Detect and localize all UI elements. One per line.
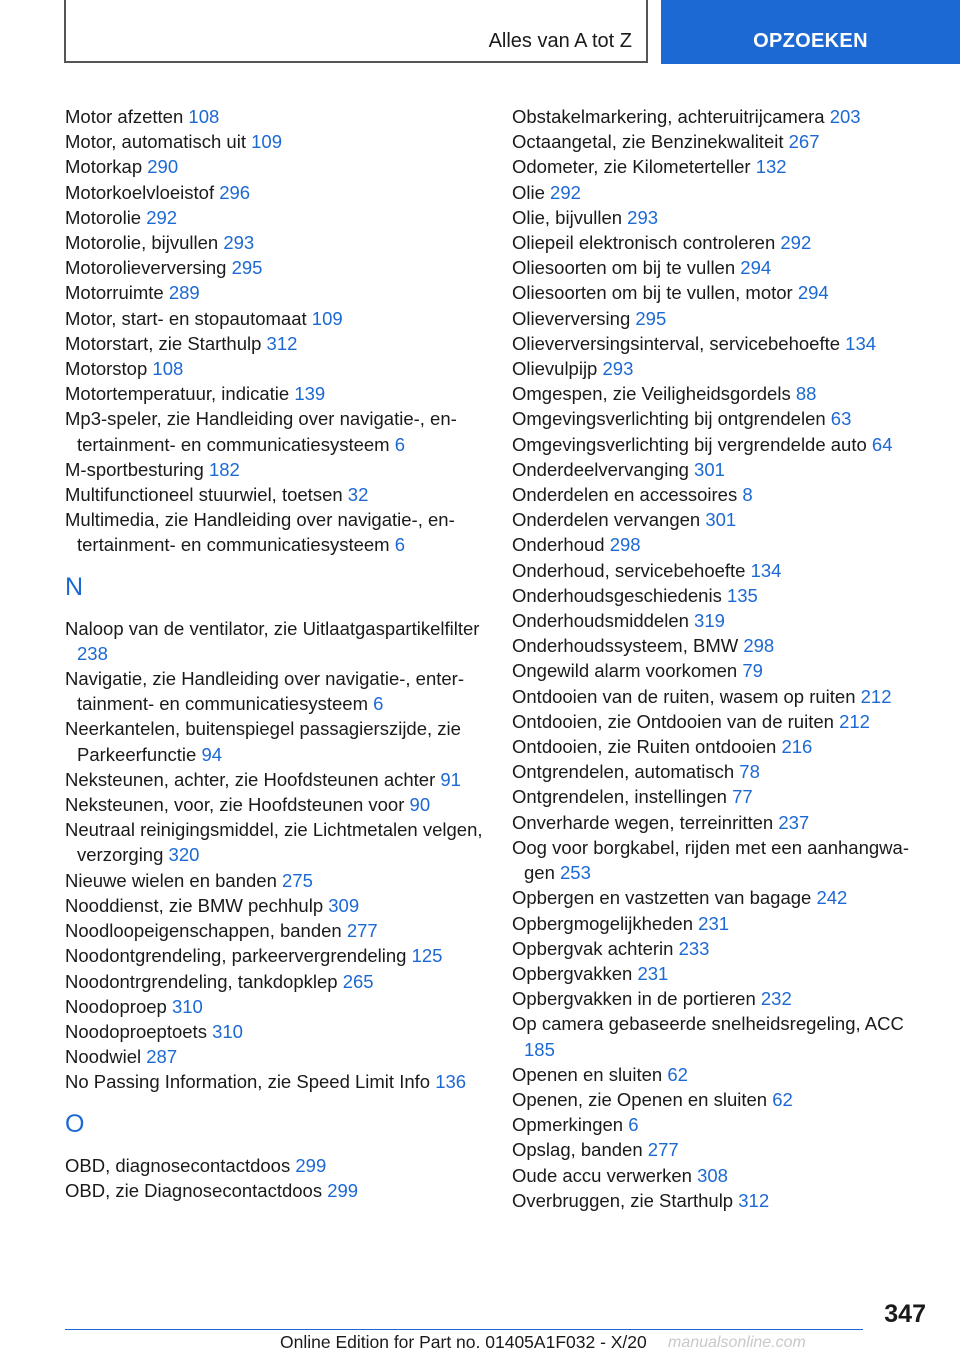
page-link[interactable]: 216 [781, 736, 813, 758]
index-entry [512, 532, 932, 557]
index-entry [512, 205, 932, 230]
index-entry [512, 608, 932, 633]
index-entry-text: Olieverversing [512, 307, 631, 329]
index-entry [65, 868, 485, 893]
index-entry-text: Nieuwe wielen en banden [65, 869, 277, 891]
page-link[interactable]: 299 [295, 1154, 327, 1176]
page-link[interactable]: 6 [628, 1114, 639, 1136]
page-number: 347 [884, 1300, 926, 1328]
page-link[interactable]: 310 [171, 995, 203, 1017]
page-link[interactable]: 294 [797, 282, 829, 304]
index-entry [512, 331, 932, 356]
page-link[interactable]: 292 [146, 206, 178, 228]
index-entry-text: M-sportbesturing [65, 458, 204, 480]
index-entry [512, 154, 932, 179]
index-entry [65, 1019, 485, 1044]
index-entry-text: Oliesoorten om bij te vullen, motor [512, 282, 793, 304]
page-link[interactable]: 287 [146, 1046, 178, 1068]
index-entry-text: No Passing Information, zie Speed Limit Info [65, 1071, 431, 1093]
page-link[interactable]: 301 [705, 509, 737, 531]
page-link[interactable]: 299 [327, 1179, 359, 1201]
index-entry [65, 255, 485, 280]
index-entry-text: Motorkoelvloeistof [65, 181, 215, 203]
page-link[interactable]: 136 [435, 1071, 467, 1093]
index-entry-text: Ontdooien van de ruiten, wasem op ruiten [512, 685, 856, 707]
index-entry-text: Mp3-speler, zie Handleiding over navigatie-, entertainment- en communicatiesysteem [65, 408, 457, 455]
index-entry [65, 767, 485, 792]
index-entry [65, 1178, 485, 1203]
page-link[interactable]: 108 [152, 358, 184, 380]
index-entry [65, 406, 485, 456]
page-link[interactable]: 312 [266, 332, 298, 354]
index-entry-text: Motorkap [65, 156, 143, 178]
index-entry-text: Onderhoudssysteem, BMW [512, 635, 739, 657]
index-entry-text: Nooddienst, zie BMW pechhulp [65, 894, 324, 916]
index-entry-text: Opbergmogelijkheden [512, 912, 694, 934]
index-entry [512, 507, 932, 532]
index-entry [512, 684, 932, 709]
page-link[interactable]: 295 [635, 307, 667, 329]
index-entry-text: Neksteunen, voor, zie Hoofdsteunen voor [65, 794, 405, 816]
page-link[interactable]: 62 [667, 1063, 688, 1085]
index-entry [65, 616, 485, 666]
index-entry [65, 482, 485, 507]
index-entry [512, 936, 932, 961]
page-link[interactable]: 134 [845, 332, 877, 354]
page-link[interactable]: 309 [328, 894, 360, 916]
index-entry [512, 734, 932, 759]
page-link[interactable]: 203 [829, 106, 861, 127]
page-link[interactable]: 78 [739, 761, 760, 783]
index-entry [512, 784, 932, 809]
index-entry-text: Opslag, banden [512, 1139, 643, 1161]
page-link[interactable]: 277 [647, 1139, 679, 1161]
index-entry [512, 255, 932, 280]
page-link[interactable]: 253 [560, 862, 591, 884]
index-entry [65, 205, 485, 230]
index-entry-text: Noodontrgrendeling, tankdopklep [65, 970, 338, 992]
page-link[interactable]: 135 [726, 584, 758, 606]
index-entry [65, 507, 485, 557]
page-link[interactable]: 293 [602, 358, 634, 380]
index-entry [65, 457, 485, 482]
page-link[interactable]: 232 [760, 988, 792, 1010]
index-entry [65, 666, 485, 716]
page-link[interactable]: 231 [698, 912, 730, 934]
index-entry [65, 180, 485, 205]
page-header [0, 0, 960, 66]
index-entry-text: Motorolieverversing [65, 257, 227, 279]
page-link[interactable]: 277 [346, 920, 378, 942]
page-link[interactable]: 94 [201, 743, 223, 765]
index-entry [65, 1153, 485, 1178]
page-link[interactable]: 301 [694, 458, 725, 480]
index-entry-text: Overbruggen, zie Starthulp [512, 1189, 734, 1211]
index-entry [512, 104, 932, 129]
page-link[interactable]: 91 [440, 768, 461, 790]
index-entry-text: Noodwiel [65, 1046, 142, 1068]
index-entry-text: Olieverversingsinterval, servicebehoefte [512, 332, 841, 354]
index-entry [65, 280, 485, 305]
page-link[interactable]: 63 [830, 408, 852, 430]
index-entry-text: Omgevingsverlichting bij ontgrendelen [512, 408, 826, 430]
page-link[interactable]: 319 [694, 610, 725, 632]
footer-divider [65, 1329, 863, 1330]
index-entry [512, 633, 932, 658]
index-entry-text: Motorruimte [65, 282, 164, 304]
index-entry-text: Opbergvak achterin [512, 937, 674, 959]
index-entry-text: Multifunctioneel stuurwiel, toetsen [65, 484, 343, 506]
index-entry [512, 482, 932, 507]
index-entry [65, 154, 485, 179]
index-entry-text: OBD, diagnosecontactdoos [65, 1154, 291, 1176]
index-section-letter: N [65, 572, 84, 601]
index-column-right [512, 104, 932, 1213]
page-link[interactable]: 275 [282, 869, 313, 891]
lookup-tab-label: OPZOEKEN [753, 30, 868, 52]
index-entry [65, 129, 485, 154]
index-entry [512, 961, 932, 986]
index-entry-text: Noodoproeptoets [65, 1020, 207, 1042]
index-entry-text: Oliesoorten om bij te vullen [512, 257, 736, 279]
index-entry [512, 885, 932, 910]
page-link[interactable]: 292 [550, 181, 581, 203]
index-entry-text: Onderdeelvervanging [512, 458, 689, 480]
index-entry [65, 1044, 485, 1069]
index-entry [512, 658, 932, 683]
index-entry-text: Omgevingsverlichting bij vergrendelde auto [512, 433, 867, 455]
page-link[interactable]: 32 [347, 484, 369, 506]
index-entry [512, 306, 932, 331]
page-link[interactable]: 182 [208, 458, 240, 480]
index-column-left [65, 104, 485, 1203]
page-link[interactable]: 290 [147, 156, 179, 178]
index-entry [512, 810, 932, 835]
page-link[interactable]: 79 [742, 660, 763, 682]
index-entry [512, 1062, 932, 1087]
index-entry-text: Onderhoudsmiddelen [512, 610, 689, 632]
index-entry-text: Neerkantelen, buitenspiegel passagierszijde, zie Parkeerfunctie [65, 718, 461, 765]
index-entry [65, 230, 485, 255]
index-entry-text: Neutraal reinigingsmiddel, zie Lichtmetalen velgen, verzorging [65, 819, 483, 866]
footer-edition: Online Edition for Part no. 01405A1F032 - X/20 [280, 1332, 647, 1352]
page-link[interactable]: 185 [524, 1038, 555, 1060]
index-entry-text: Noodontgrendeling, parkeervergrendeling [65, 945, 407, 967]
page-link[interactable]: 139 [294, 383, 326, 405]
index-entry-text: Obstakelmarkering, achteruitrijcamera [512, 106, 825, 127]
page-link[interactable]: 267 [788, 131, 820, 153]
page-link[interactable]: 289 [168, 282, 200, 304]
index-entry [512, 558, 932, 583]
page-link[interactable]: 88 [795, 383, 817, 405]
page-link[interactable]: 242 [816, 887, 848, 909]
page-link[interactable]: 77 [732, 786, 753, 808]
index-entry-text: Olievulpijp [512, 358, 598, 380]
page-link[interactable]: 125 [411, 945, 443, 967]
index-entry [512, 129, 932, 154]
index-entry [65, 918, 485, 943]
index-entry [65, 943, 485, 968]
index-entry-text: Octaangetal, zie Benzinekwaliteit [512, 131, 784, 153]
page-link[interactable]: 109 [311, 307, 343, 329]
page-link[interactable]: 294 [740, 257, 772, 279]
index-entry [65, 1069, 485, 1094]
index-entry [512, 709, 932, 734]
index-entry-text: Odometer, zie Kilometerteller [512, 156, 751, 178]
index-entry-text: Opbergvakken in de portieren [512, 988, 756, 1010]
index-entry-text: Opbergen en vastzetten van bagage [512, 887, 812, 909]
index-entry-text: Olie, bijvullen [512, 206, 623, 228]
section-tab-label: Alles van A tot Z [488, 30, 632, 52]
index-entry-text: Ontgrendelen, automatisch [512, 761, 735, 783]
index-entry-text: Openen en sluiten [512, 1063, 663, 1085]
index-entry-text: Onverharde wegen, terreinritten [512, 811, 774, 833]
index-entry-text: Neksteunen, achter, zie Hoofdsteunen achter [65, 768, 436, 790]
page-link[interactable]: 109 [251, 131, 282, 153]
index-entry-text: Omgespen, zie Veiligheidsgordels [512, 383, 791, 405]
index-entry [512, 457, 932, 482]
index-entry [512, 1087, 932, 1112]
page-link[interactable]: 6 [394, 433, 406, 455]
page-link[interactable]: 308 [697, 1164, 728, 1186]
index-entry-text: Motorolie, bijvullen [65, 232, 219, 254]
index-entry [512, 835, 932, 885]
index-entry [65, 817, 485, 867]
index-entry-text: Opbergvakken [512, 962, 633, 984]
page-link[interactable]: 292 [780, 232, 812, 254]
page-link[interactable]: 298 [743, 635, 775, 657]
index-entry [65, 969, 485, 994]
page-link[interactable]: 310 [212, 1020, 243, 1042]
page-link[interactable]: 293 [627, 206, 659, 228]
page-link[interactable]: 231 [637, 962, 669, 984]
page-link[interactable]: 295 [231, 257, 263, 279]
index-entry [512, 1188, 932, 1213]
page-link[interactable]: 237 [778, 811, 810, 833]
index-entry-text: Ontgrendelen, instellingen [512, 786, 727, 808]
page-link[interactable]: 108 [188, 106, 220, 127]
index-entry-text: Ongewild alarm voorkomen [512, 660, 738, 682]
index-entry-text: Ontdooien, zie Ruiten ontdooien [512, 736, 777, 758]
index-entry [65, 994, 485, 1019]
index-entry-text: Olie [512, 181, 545, 203]
index-entry [65, 893, 485, 918]
page-link[interactable]: 312 [738, 1189, 770, 1211]
index-entry-text: Motor, start- en stopautomaat [65, 307, 307, 329]
index-entry [512, 1137, 932, 1162]
index-entry-text: Openen, zie Openen en sluiten [512, 1088, 768, 1110]
index-entry-text: Multimedia, zie Handleiding over navigatie-, entertainment- en communicatiesysteem [65, 509, 455, 556]
index-entry [512, 406, 932, 431]
page-link[interactable]: 296 [219, 181, 251, 203]
index-entry [65, 792, 485, 817]
index-entry [65, 104, 485, 129]
index-entry [512, 583, 932, 608]
page-link[interactable]: 238 [77, 642, 108, 664]
index-entry [512, 1011, 932, 1061]
page-link[interactable]: 212 [839, 710, 870, 732]
page-link[interactable]: 212 [860, 685, 892, 707]
index-entry [512, 759, 932, 784]
watermark: manualsonline.com [668, 1334, 806, 1351]
index-entry [512, 180, 932, 205]
index-section-letter: O [65, 1109, 85, 1138]
index-entry-text: Motorstop [65, 358, 148, 380]
index-entry-text: Motor afzetten [65, 106, 184, 127]
index-entry [512, 911, 932, 936]
index-entry-text: Opmerkingen [512, 1114, 624, 1136]
page-link[interactable]: 132 [755, 156, 787, 178]
lookup-tab[interactable] [661, 0, 960, 64]
page-link[interactable]: 62 [772, 1088, 793, 1110]
index-entry [65, 381, 485, 406]
section-tab[interactable] [64, 0, 648, 63]
index-entry-text: Motorstart, zie Starthulp [65, 332, 262, 354]
page-link[interactable]: 6 [373, 693, 384, 715]
page-link[interactable]: 90 [409, 794, 431, 816]
index-entry [65, 306, 485, 331]
index-entry-text: Motortemperatuur, indicatie [65, 383, 290, 405]
index-entry [512, 1112, 932, 1137]
index-entry-text: Onderhoud [512, 534, 605, 556]
page-link[interactable]: 265 [342, 970, 374, 992]
page-link[interactable]: 6 [394, 534, 406, 556]
page-link[interactable]: 233 [678, 937, 710, 959]
index-entry-text: Ontdooien, zie Ontdooien van de ruiten [512, 710, 834, 732]
index-entry-text: Oude accu verwerken [512, 1164, 692, 1186]
index-entry-text: Onderhoud, servicebehoefte [512, 559, 746, 581]
index-entry-text: Oog voor borgkabel, rijden met een aanhangwagen [512, 836, 909, 884]
index-entry-text: Onderdelen vervangen [512, 509, 701, 531]
index-entry [65, 716, 485, 766]
page-link[interactable]: 320 [168, 844, 200, 866]
index-entry [512, 1163, 932, 1188]
index-entry-text: OBD, zie Diagnosecontactdoos [65, 1179, 323, 1201]
index-entry-text: Motorolie [65, 206, 142, 228]
index-entry [512, 432, 932, 457]
index-entry-text: Noodoproep [65, 995, 167, 1017]
page-link[interactable]: 134 [750, 559, 782, 581]
index-entry [512, 381, 932, 406]
index-entry-text: Navigatie, zie Handleiding over navigatie-, entertainment- en communicatiesysteem [65, 668, 465, 715]
index-entry [65, 356, 485, 381]
index-entry-text: Motor, automatisch uit [65, 131, 246, 153]
index-entry [65, 331, 485, 356]
index-entry [512, 356, 932, 381]
page-link[interactable]: 293 [223, 232, 255, 254]
page-link[interactable]: 64 [871, 433, 893, 455]
index-entry-text: Onderdelen en accessoires [512, 484, 738, 506]
index-entry [512, 986, 932, 1011]
index-entry [512, 280, 932, 305]
index-entry-text: Onderhoudsgeschiedenis [512, 584, 722, 606]
page-link[interactable]: 298 [609, 534, 641, 556]
index-entry-text: Naloop van de ventilator, zie Uitlaatgaspartikelfilter [65, 617, 480, 639]
index-entry [512, 230, 932, 255]
index-entry-text: Oliepeil elektronisch controleren [512, 232, 776, 254]
index-entry-text: Noodloopeigenschappen, banden [65, 920, 342, 942]
page-link[interactable]: 8 [742, 484, 753, 506]
index-entry-text: Op camera gebaseerde snelheidsregeling, ACC [512, 1013, 904, 1035]
